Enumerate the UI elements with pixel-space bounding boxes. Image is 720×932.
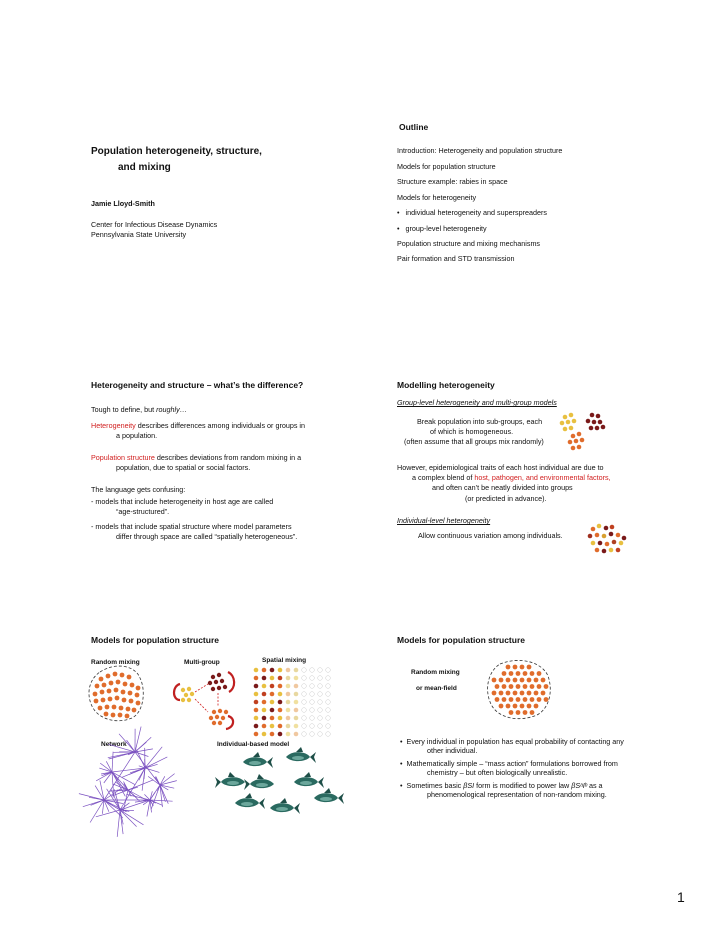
label-individual-based-model: Individual-based model bbox=[217, 741, 290, 748]
mean-field-dot bbox=[502, 671, 507, 676]
outline-title: Outline bbox=[399, 122, 429, 132]
mean-field-dot bbox=[527, 678, 532, 683]
mean-field-dot bbox=[544, 697, 549, 702]
mean-field-dot bbox=[530, 684, 535, 689]
bullet-spatial-line2: differ through space are called “spatially heterogeneous”. bbox=[116, 532, 298, 541]
mean-field-dot bbox=[516, 710, 521, 715]
slide6-bullet-3 bbox=[400, 781, 603, 790]
individual-level-text: Allow continuous variation among individuals. bbox=[418, 531, 563, 540]
intro-italic: roughly… bbox=[156, 405, 187, 414]
mean-field-dot bbox=[527, 691, 532, 696]
slide3-title: Heterogeneity and structure – what’s the difference? bbox=[91, 380, 304, 390]
mean-field-dot bbox=[541, 691, 546, 696]
however-line-1: However, epidemiological traits of each host individual are due to bbox=[397, 463, 604, 472]
mean-field-dot bbox=[520, 704, 525, 709]
slide6-bullet-1 bbox=[400, 737, 624, 746]
mean-field-dot bbox=[495, 697, 500, 702]
slide6-bullet-3-line2: phenomenological representation of non-random mixing. bbox=[427, 790, 607, 799]
mean-field-dot bbox=[534, 678, 539, 683]
outline-subitem-text: group-level heterogeneity bbox=[405, 224, 487, 233]
structure-def-text: describes deviations from random mixing in a bbox=[154, 453, 302, 462]
mean-field-dot bbox=[523, 710, 528, 715]
mean-field-dot bbox=[534, 691, 539, 696]
mean-field-dot bbox=[509, 710, 514, 715]
bullet-3-post: as a bbox=[586, 781, 603, 790]
mean-field-dot bbox=[523, 684, 528, 689]
structure-def-line2: population, due to spatial or social factors. bbox=[116, 463, 251, 472]
title-line-2: and mixing bbox=[118, 162, 171, 173]
mean-field-dot bbox=[509, 671, 514, 676]
mean-field-dot bbox=[516, 684, 521, 689]
mean-field-dot bbox=[506, 665, 511, 670]
mean-field-dot bbox=[499, 704, 504, 709]
mean-field-dot bbox=[492, 678, 497, 683]
mean-field-dot bbox=[513, 665, 518, 670]
bullet-spatial: - models that include spatial structure where model parameters bbox=[91, 522, 292, 531]
group-text-2: of which is homogeneous. bbox=[430, 427, 514, 436]
bullet-dot: • bbox=[400, 781, 403, 790]
confusing-note: The language gets confusing: bbox=[91, 485, 186, 494]
group-text-3: (often assume that all groups mix randomly) bbox=[404, 437, 544, 446]
outline-item: Structure example: rabies in space bbox=[397, 177, 508, 186]
however-text: a complex blend of bbox=[412, 473, 475, 482]
mean-field-dot bbox=[523, 671, 528, 676]
mean-field-dot bbox=[544, 684, 549, 689]
slide6-title: Models for population structure bbox=[397, 635, 525, 645]
individual-level-heading: Individual-level heterogeneity bbox=[397, 516, 491, 525]
mean-field-dot bbox=[499, 691, 504, 696]
bullet-2-text: Mathematically simple – “mass action” formulations borrowed from bbox=[406, 759, 618, 768]
factors-text: host, pathogen, and environmental factors, bbox=[474, 473, 611, 482]
mean-field-dot bbox=[513, 704, 518, 709]
mean-field-dot bbox=[506, 678, 511, 683]
outline-subitem-text: individual heterogeneity and superspreaders bbox=[405, 208, 547, 217]
power-law-formula: βSᵃIᵇ bbox=[571, 781, 587, 790]
heterogeneity-term: Heterogeneity bbox=[91, 421, 136, 430]
mean-field-dot bbox=[537, 684, 542, 689]
bullet-3-text: Sometimes basic bbox=[406, 781, 464, 790]
outline-item: Models for population structure bbox=[397, 162, 496, 171]
heterogeneity-def-line2: a population. bbox=[116, 431, 158, 440]
bullet-dot: • bbox=[400, 759, 403, 768]
bullet-3-mid: form is modified to power law bbox=[474, 781, 572, 790]
mean-field-dot bbox=[527, 665, 532, 670]
mean-field-dot bbox=[541, 678, 546, 683]
slide6-bullet-2 bbox=[400, 759, 618, 768]
outline-item: Introduction: Heterogeneity and population structure bbox=[397, 146, 563, 155]
mean-field-dot bbox=[534, 704, 539, 709]
mean-field-dot bbox=[530, 710, 535, 715]
author-name: Jamie Lloyd-Smith bbox=[91, 199, 155, 208]
heterogeneity-def-text: describes differences among individuals or groups in bbox=[135, 421, 306, 430]
structure-term: Population structure bbox=[91, 453, 155, 462]
slide6-bullet-1-line2: other individual. bbox=[427, 746, 478, 755]
intro-text: Tough to define, but bbox=[91, 405, 157, 414]
slide4-title: Modelling heterogeneity bbox=[397, 380, 495, 390]
mean-field-dot bbox=[527, 704, 532, 709]
label-spatial-mixing: Spatial mixing bbox=[262, 657, 307, 664]
mean-field-dot bbox=[502, 684, 507, 689]
slide5-title: Models for population structure bbox=[91, 635, 219, 645]
however-line-3: and often can’t be neatly divided into groups bbox=[432, 483, 573, 492]
bullet-dot: • bbox=[400, 737, 403, 746]
outline-item: Models for heterogeneity bbox=[397, 193, 477, 202]
bullet-age-line2: “age-structured”. bbox=[116, 507, 170, 516]
mean-field-dot bbox=[499, 678, 504, 683]
mean-field-figure bbox=[488, 660, 551, 718]
mean-field-dot bbox=[537, 671, 542, 676]
bullet-1-text: Every individual in population has equal probability of contacting any bbox=[406, 737, 624, 746]
bullet-dot: • bbox=[397, 224, 400, 233]
slide6-bullet-2-line2: chemistry – but often biologically unrealistic. bbox=[427, 768, 568, 777]
label-network: Network bbox=[101, 741, 127, 748]
mean-field-dot bbox=[509, 684, 514, 689]
mean-field-dot bbox=[537, 697, 542, 702]
outline-item: Population structure and mixing mechanisms bbox=[397, 239, 541, 248]
mean-field-dot bbox=[523, 697, 528, 702]
mean-field-dot bbox=[530, 671, 535, 676]
mean-field-dot bbox=[502, 697, 507, 702]
mean-field-dot bbox=[520, 678, 525, 683]
mean-field-dot bbox=[516, 671, 521, 676]
mean-field-dot bbox=[530, 697, 535, 702]
mean-field-dot bbox=[520, 665, 525, 670]
mean-field-dot bbox=[516, 697, 521, 702]
affiliation-line-2: Pennsylvania State University bbox=[91, 230, 187, 239]
mean-field-dot bbox=[513, 678, 518, 683]
outline-item: Pair formation and STD transmission bbox=[397, 254, 515, 263]
page-number: 1 bbox=[677, 889, 685, 905]
bullet-dot: • bbox=[397, 208, 400, 217]
group-text-1: Break population into sub-groups, each bbox=[417, 417, 543, 426]
label-multi-group: Multi-group bbox=[184, 659, 220, 666]
mean-field-dot bbox=[506, 691, 511, 696]
random-mixing-label: Random mixing bbox=[411, 669, 460, 676]
mean-field-dot bbox=[513, 691, 518, 696]
mean-field-dot bbox=[492, 691, 497, 696]
group-level-heading: Group-level heterogeneity and multi-group models bbox=[397, 398, 557, 407]
mean-field-dot bbox=[520, 691, 525, 696]
beta-si-formula: βSI bbox=[463, 781, 475, 790]
mean-field-dot bbox=[509, 697, 514, 702]
title-line-1: Population heterogeneity, structure, bbox=[91, 146, 262, 157]
affiliation-line-1: Center for Infectious Disease Dynamics bbox=[91, 220, 218, 229]
bullet-age: - models that include heterogeneity in host age are called bbox=[91, 497, 274, 506]
mean-field-dot bbox=[495, 684, 500, 689]
however-line-4: (or predicted in advance). bbox=[465, 494, 547, 503]
label-random-mixing: Random mixing bbox=[91, 659, 140, 666]
mean-field-dot bbox=[506, 704, 511, 709]
mean-field-label: or mean-field bbox=[416, 685, 457, 692]
